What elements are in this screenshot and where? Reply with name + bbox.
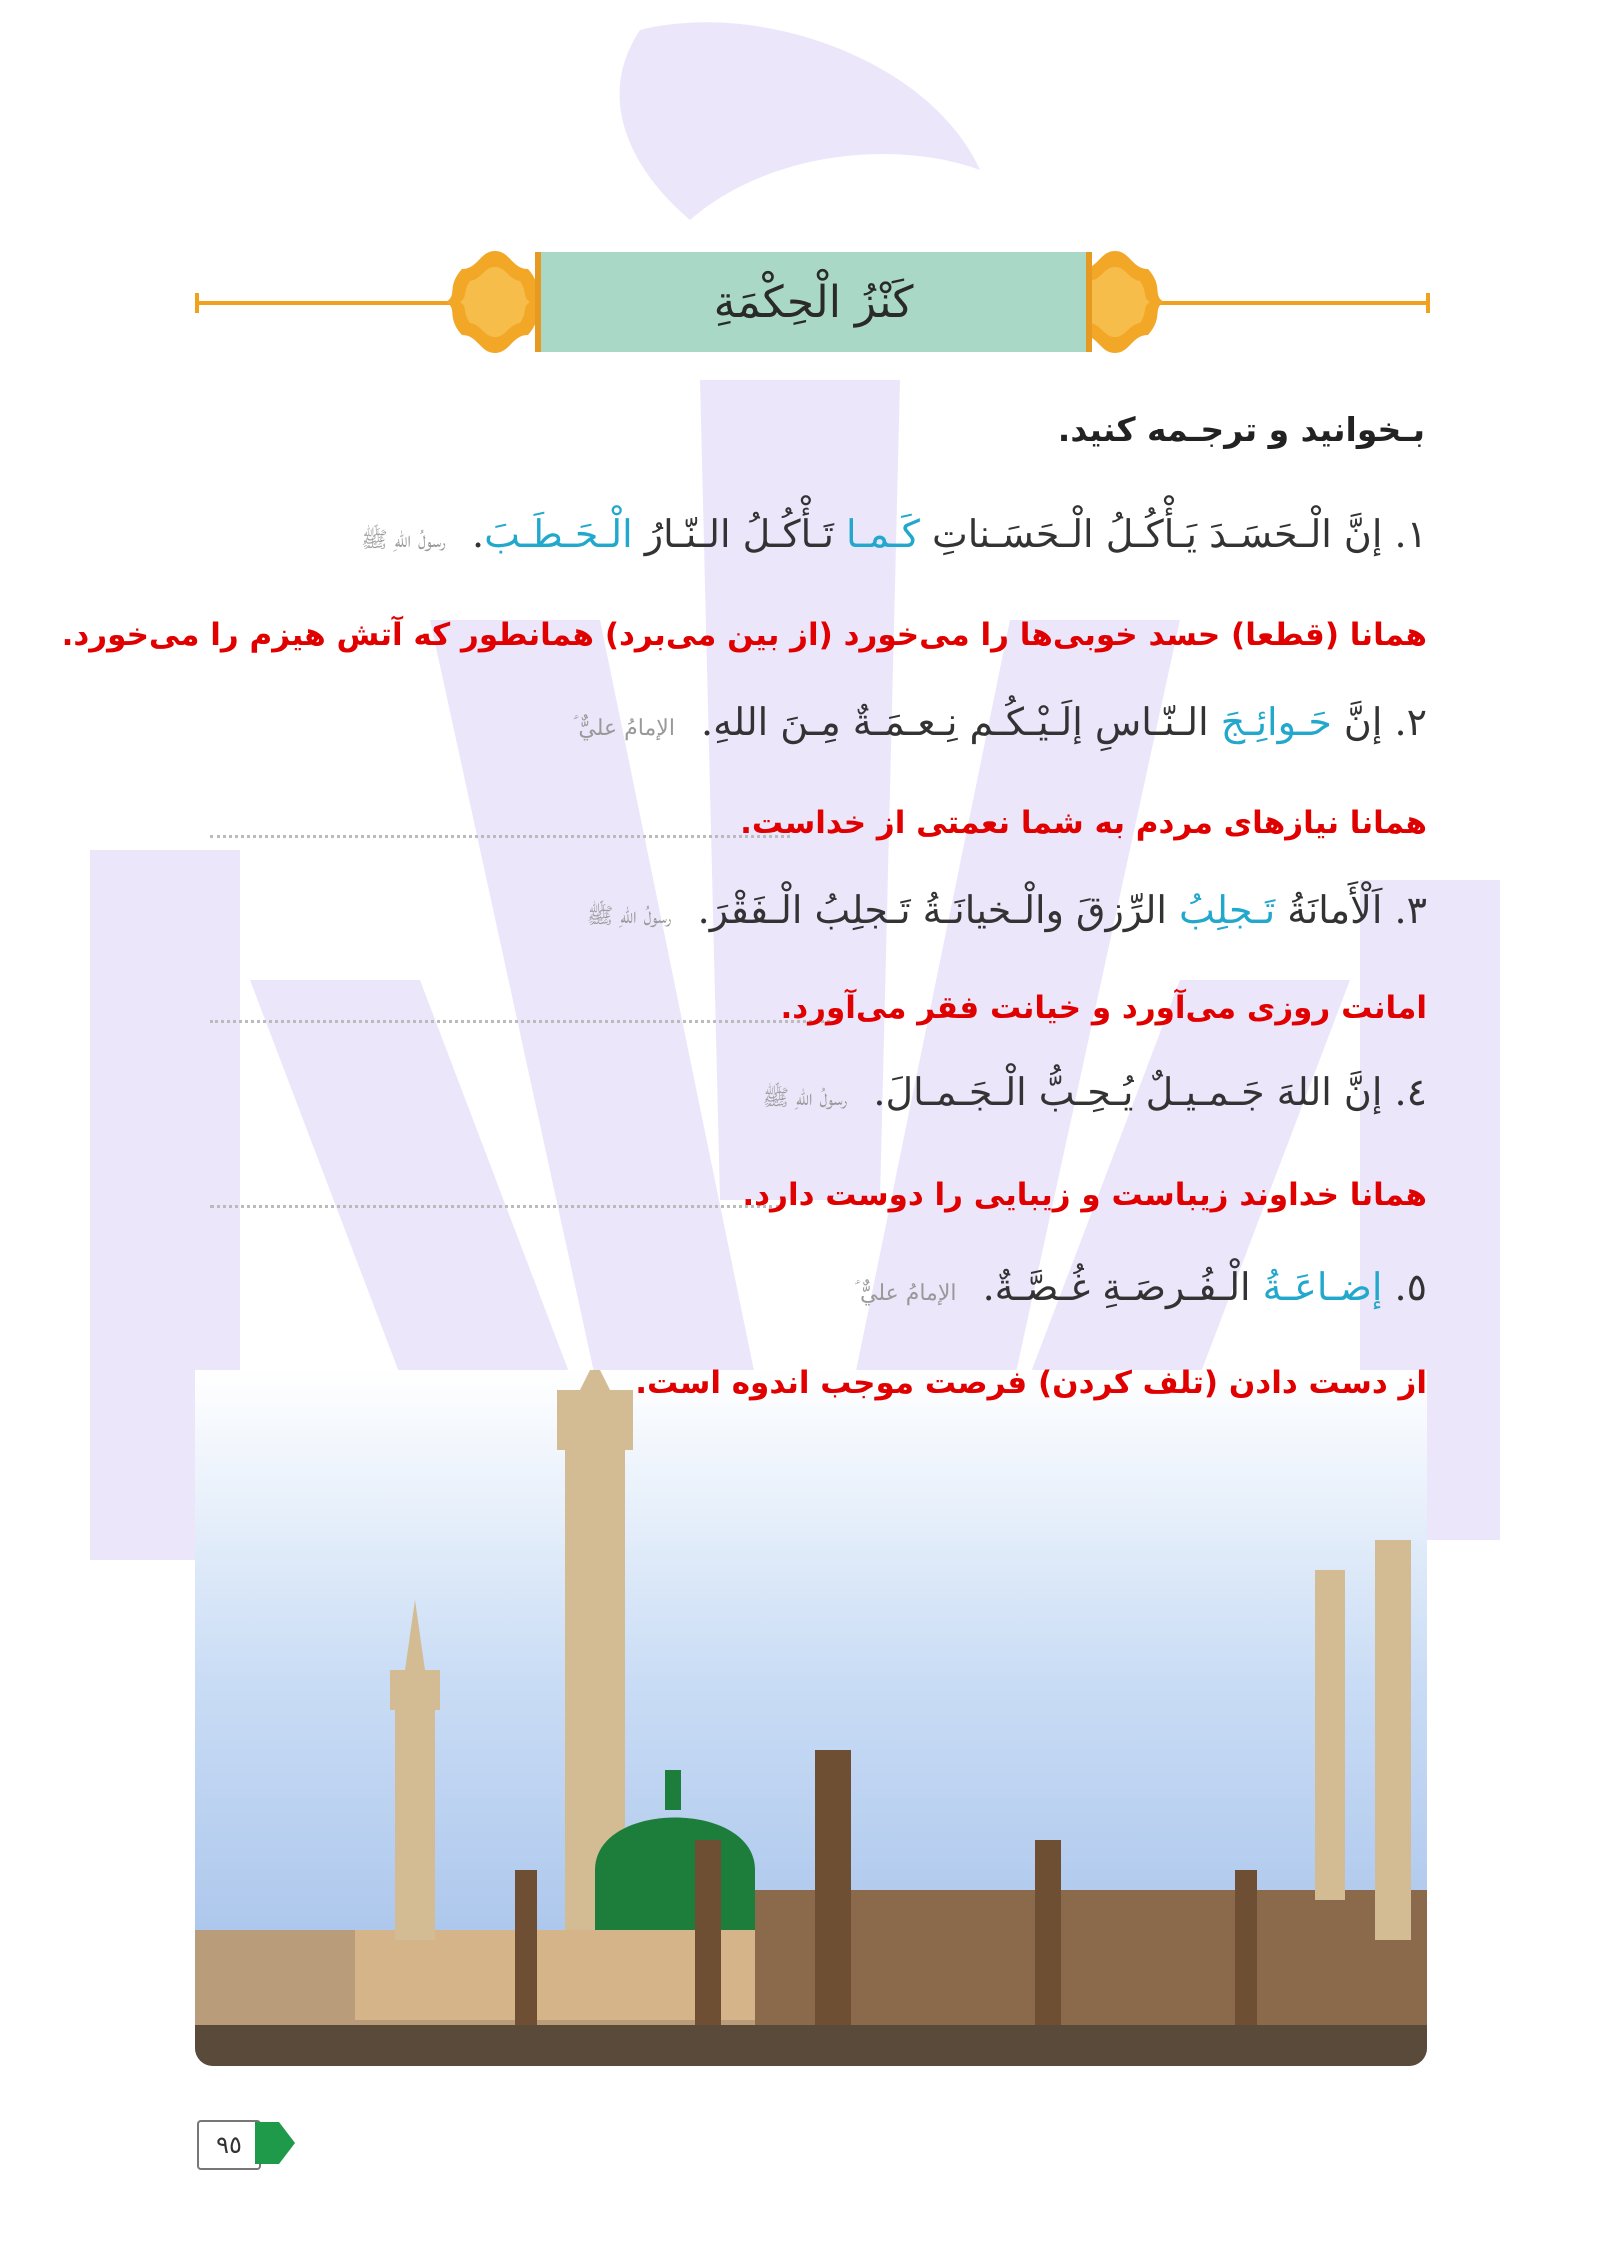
hadith-2 — [573, 700, 1427, 744]
hadith-source: رسولُ اللهِ ﷺ — [762, 1086, 848, 1111]
header-banner — [535, 252, 1092, 352]
hadith-text-cont: الـنّـاسِ إلَـيْـكُـم نِـعـمَـةٌ مِـنَ اللهِ. — [701, 700, 1221, 744]
translation-5: از دست دادن (تلف کردن) فرصت موجب اندوه است. — [635, 1365, 1427, 1401]
mosque-illustration — [195, 1370, 1427, 2066]
banner-line-cap-left — [195, 293, 199, 313]
answer-line-2 — [210, 835, 790, 838]
hadith-3 — [587, 888, 1427, 934]
hadith-5 — [854, 1265, 1427, 1309]
hadith-number: ۳. — [1394, 888, 1427, 932]
translation-4: همانا خداوند زیباست و زیبایی را دوست دارد. — [742, 1177, 1427, 1213]
instruction-text: بـخوانید و ترجـمه کنید. — [1057, 410, 1425, 449]
flower-ornament-left-icon — [440, 247, 550, 357]
hadith-text: اَلْأَمانَةُ — [1275, 888, 1383, 932]
answer-line-3 — [210, 1020, 830, 1023]
answer-line-4 — [210, 1205, 780, 1208]
hadith-highlight: كَـمـا — [845, 512, 920, 556]
hadith-text: إنَّ اللهَ جَـمـيـلٌ يُـحِـبُّ الْـجَـمـالَ. — [873, 1070, 1383, 1114]
hadith-number: ۱. — [1394, 512, 1427, 556]
hadith-text-cont: الْـفُـرصَـةِ غُـصَّـةٌ. — [982, 1265, 1263, 1309]
banner-line-left — [195, 301, 455, 305]
page-tab-icon — [255, 2122, 295, 2164]
hadith-end: . — [472, 512, 485, 556]
hadith-highlight: تَـجلِبُ — [1179, 888, 1276, 932]
hadith-4 — [762, 1070, 1427, 1116]
hadith-highlight: إضـاعَـةُ — [1262, 1265, 1383, 1309]
translation-3: امانت روزی می‌آورد و خیانت فقر می‌آورد. — [780, 990, 1427, 1026]
hadith-text: إنَّ — [1331, 700, 1383, 744]
translation-1: همانا (قطعا) حسد خوبی‌ها را می‌خورد (از بین می‌برد) همانطور که آتش هیزم را می‌خورد. — [61, 617, 1427, 653]
hadith-highlight: حَـوائِـجَ — [1220, 700, 1332, 744]
banner-line-right — [1160, 301, 1430, 305]
hadith-1 — [361, 512, 1427, 558]
hadith-number: ٥. — [1394, 1265, 1427, 1309]
hadith-source: الإمامُ عليٌّ ؑ — [572, 716, 675, 741]
hadith-text: إنَّ الْـحَسَـدَ يَـأْكُـلُ الْـحَسَـناتِ — [919, 512, 1383, 556]
hadith-number: ۲. — [1394, 700, 1427, 744]
hadith-number: ٤. — [1394, 1070, 1427, 1114]
banner-line-cap-right — [1426, 293, 1430, 313]
translation-2: همانا نیازهای مردم به شما نعمتی از خداست. — [740, 805, 1427, 841]
page-number: ۹٥ — [197, 2120, 261, 2170]
hadith-source: رسولُ اللهِ ﷺ — [361, 528, 446, 553]
hadith-highlight-2: الْـحَـطَـبَ — [484, 512, 633, 556]
hadith-source: الإمامُ عليٌّ ؑ — [854, 1281, 957, 1306]
hadith-text-cont: تَـأْكُـلُ الـنّـارُ — [632, 512, 846, 556]
page-title: كَنْزُ الْحِكْمَةِ — [713, 276, 914, 328]
hadith-source: رسولُ اللهِ ﷺ — [586, 904, 672, 929]
hadith-text-cont: الرِّزقَ والْـخيانَـةُ تَـجلِبُ الْـفَقْرَ. — [697, 888, 1180, 932]
